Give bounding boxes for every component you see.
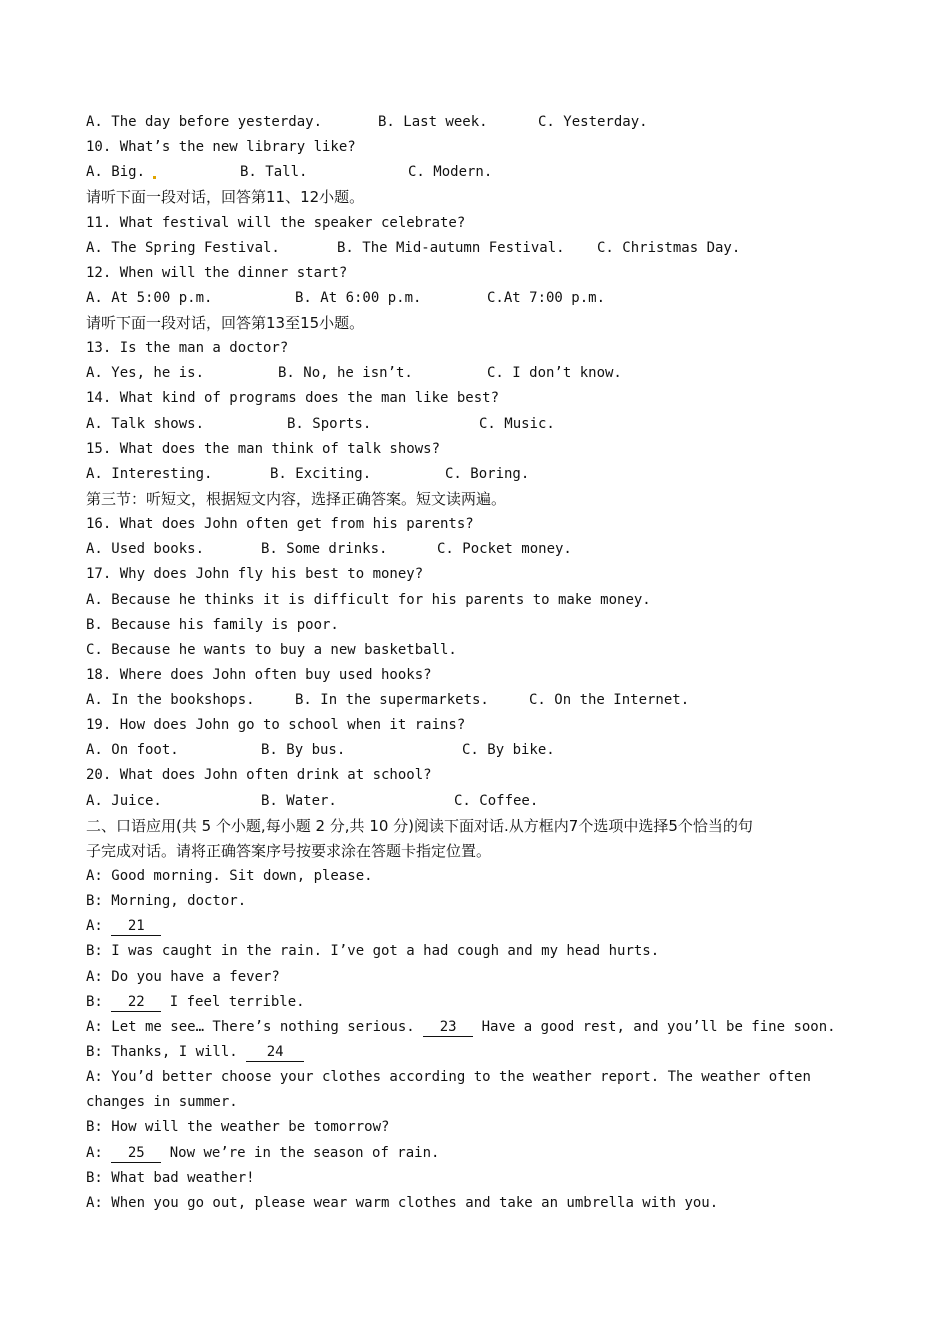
option-b: B. Tall. [240,164,308,180]
option-a: A. Talk shows. [86,416,205,432]
option-c: C. Coffee. [454,793,539,809]
dialog-line: B: Thanks, I will. 24 [86,1040,304,1065]
option-b: B. No, he isn’t. [278,365,413,381]
dialog-line: B: 22 I feel terrible. [86,994,305,1010]
option-c: C. Music. [479,416,555,432]
q18-question: 18. Where does John often buy used hooks? [86,667,432,683]
q10-options [86,160,493,185]
option-a: A. Yes, he is. [86,365,205,381]
option-a: A. On foot. [86,742,179,758]
option-b: B. By bus. [261,742,346,758]
dialog-line: A: Do you have a fever? [86,969,280,985]
option-a: A. The Spring Festival. [86,240,280,256]
answer-blank-25[interactable]: 25 [111,1144,161,1163]
q13-options [86,361,622,386]
option-b: B. In the supermarkets. [295,692,489,708]
dialog-line: A: You’d better choose your clothes according to the weather report. The weather often [86,1069,811,1085]
dialog-line: A: 25 Now we’re in the season of rain. [86,1145,440,1161]
q14-options [86,412,555,437]
option-a: A. At 5:00 p.m. [86,290,213,306]
q19-question: 19. How does John go to school when it rains? [86,717,466,733]
option-b: B. Exciting. [270,466,372,482]
option-b: B. Because his family is poor. [86,617,339,633]
dialog-line: A: 21 [86,914,161,939]
option-c: C. By bike. [462,742,555,758]
option-b: B. Some drinks. [261,541,388,557]
option-a: A. Used books. [86,541,205,557]
option-b: B. Sports. [287,416,372,432]
q20-options [86,789,539,814]
q16-question: 16. What does John often get from his parents? [86,516,474,532]
q19-options [86,738,555,763]
option-c: C. Yesterday. [538,114,648,130]
answer-blank-22[interactable]: 22 [111,993,161,1012]
part2-instructions-cont: 子完成对话。请将正确答案序号按要求涂在答题卡指定位置。 [86,842,492,860]
answer-blank-21[interactable]: 21 [111,917,161,936]
option-b: B. Last week. [378,114,488,130]
option-c: C. Boring. [445,466,530,482]
dialog-line: changes in summer. [86,1094,238,1110]
q11-question: 11. What festival will the speaker celebrate? [86,215,466,231]
option-a: A. Big. [86,160,156,185]
option-b: B. Water. [261,793,337,809]
section-heading: 第三节：听短文，根据短文内容，选择正确答案。短文读两遍。 [86,490,507,508]
q17-question: 17. Why does John fly his best to money? [86,566,424,582]
section-heading: 请听下面一段对话，回答第13至15小题。 [86,314,365,332]
option-a: A. Because he thinks it is difficult for his parents to make money. [86,592,651,608]
option-c: C. I don’t know. [487,365,622,381]
option-a: A. The day before yesterday. [86,114,323,130]
dialog-line: B: Morning, doctor. [86,893,247,909]
q14-question: 14. What kind of programs does the man like best? [86,390,500,406]
section-heading: 请听下面一段对话，回答第11、12小题。 [86,188,365,206]
q12-question: 12. When will the dinner start? [86,265,348,281]
option-c: C. Christmas Day. [597,240,741,256]
mark-dot [153,176,156,179]
option-c: C. Because he wants to buy a new basketball. [86,642,457,658]
q18-options [86,688,690,713]
q16-options [86,537,572,562]
option-a: A. Interesting. [86,466,213,482]
dialog-line: B: How will the weather be tomorrow? [86,1119,390,1135]
option-c: C. Pocket money. [437,541,572,557]
q15-question: 15. What does the man think of talk shows? [86,441,441,457]
q10-question: 10. What’s the new library like? [86,139,356,155]
dialog-line: A: Good morning. Sit down, please. [86,868,373,884]
q13-question: 13. Is the man a doctor? [86,340,289,356]
dialog-line: A: When you go out, please wear warm clothes and take an umbrella with you. [86,1195,719,1211]
part2-instructions: 二、口语应用(共 5 个小题,每小题 2 分,共 10 分)阅读下面对话.从方框内7个选项中选择5个恰当的句 [86,817,753,835]
q9-options [86,110,648,135]
answer-blank-24[interactable]: 24 [246,1043,304,1062]
q15-options [86,462,530,487]
q11-options [86,236,741,261]
option-a: A. In the bookshops. [86,692,255,708]
q20-question: 20. What does John often drink at school? [86,767,432,783]
option-b: B. At 6:00 p.m. [295,290,422,306]
answer-blank-23[interactable]: 23 [423,1018,473,1037]
dialog-line: A: Let me see… There’s nothing serious. 23 Have a good rest, and you’ll be fine soon. [86,1019,836,1035]
q12-options [86,286,606,311]
option-b: B. The Mid-autumn Festival. [337,240,565,256]
dialog-line: B: What bad weather! [86,1170,255,1186]
option-c: C. On the Internet. [529,692,690,708]
option-c: C. Modern. [408,164,493,180]
option-c: C.At 7:00 p.m. [487,290,606,306]
option-a: A. Juice. [86,793,162,809]
dialog-line: B: I was caught in the rain. I’ve got a had cough and my head hurts. [86,943,660,959]
